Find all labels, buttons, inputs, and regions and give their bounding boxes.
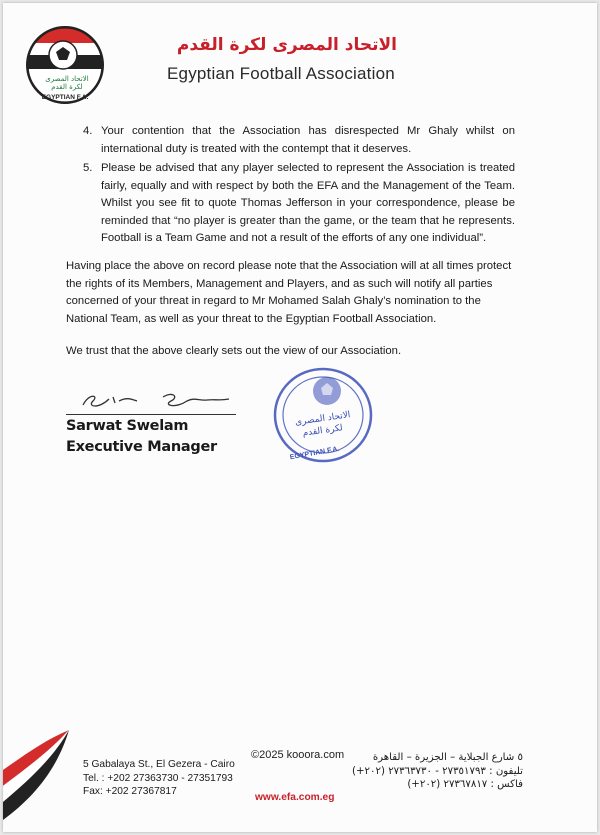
item-number: 4. bbox=[83, 125, 93, 137]
list-item bbox=[83, 123, 515, 158]
item-text: Your contention that the Association has disrespected Mr Ghaly whilst on international duty is treated with the contempt that it deserves. bbox=[101, 125, 515, 155]
telephone: Tel. : +202 27363730 - 27351793 bbox=[83, 772, 233, 784]
svg-text:الاتحاد المصرى: الاتحاد المصرى bbox=[45, 75, 89, 83]
street-address: 5 Gabalaya St., El Gezera - Cairo bbox=[83, 759, 235, 770]
numbered-points bbox=[83, 123, 515, 250]
svg-text:EGYPTIAN F.A.: EGYPTIAN F.A. bbox=[289, 445, 341, 462]
address-english bbox=[83, 758, 235, 799]
official-stamp bbox=[265, 363, 381, 467]
street-address-ar: ٥ شارع الجبلاية – الجزيرة – القاهرة bbox=[372, 752, 523, 763]
svg-text:EGYPTIAN F.A.: EGYPTIAN F.A. bbox=[41, 94, 89, 101]
signer-title: Executive Manager bbox=[66, 439, 217, 455]
fax-ar: فاكس : ٢٧٣٦٧٨١٧ (٢٠٢+) bbox=[407, 779, 523, 790]
address-arabic bbox=[343, 751, 523, 792]
title-arabic: الاتحاد المصرى لكرة القدم bbox=[176, 35, 397, 55]
item-number: 5. bbox=[83, 162, 93, 174]
trust-paragraph: We trust that the above clearly sets out the view of our Association. bbox=[66, 345, 402, 357]
list-item bbox=[83, 160, 515, 248]
svg-text:لكرة القدم: لكرة القدم bbox=[302, 423, 344, 439]
signer-name: Sarwat Swelam bbox=[66, 418, 189, 434]
efa-logo bbox=[23, 25, 107, 105]
signer-block bbox=[66, 416, 217, 458]
record-paragraph: Having place the above on record please note that the Association will at all times protect the rights of its Members, Management and Players, and as such will notify all parties concerned of your threat in regard to Mr Mohamed Salah Ghaly’s nomination to the National Team, as well as your threat to the Egyptian Football Association. bbox=[66, 260, 512, 325]
flag-swoosh bbox=[3, 728, 75, 828]
website-link[interactable]: www.efa.com.eg bbox=[255, 792, 335, 803]
kooora-watermark: ©2025 kooora.com bbox=[251, 749, 345, 761]
title-english: Egyptian Football Association bbox=[167, 64, 395, 83]
signature-line bbox=[66, 414, 236, 415]
fax: Fax: +202 27367817 bbox=[83, 786, 177, 797]
svg-text:لكرة القدم: لكرة القدم bbox=[51, 83, 83, 91]
letter-page bbox=[3, 3, 597, 832]
svg-text:الاتحاد المصرى: الاتحاد المصرى bbox=[294, 410, 352, 428]
telephone-ar: تليفون : ٢٧٣٥١٧٩٣ - ٢٧٣٦٣٧٣٠ (٢٠٢+) bbox=[352, 765, 523, 777]
item-text: Please be advised that any player selected to represent the Association is treated fairly, equally and with respect by both the EFA and the Management of the Team. Whilst you see fit to quote Thomas Jefferson in your correspondence, please be reminded that “no player is greater than the game, or the team that he represents. Football is a Team Game and not a result of the efforts of any one individual”. bbox=[101, 162, 515, 244]
